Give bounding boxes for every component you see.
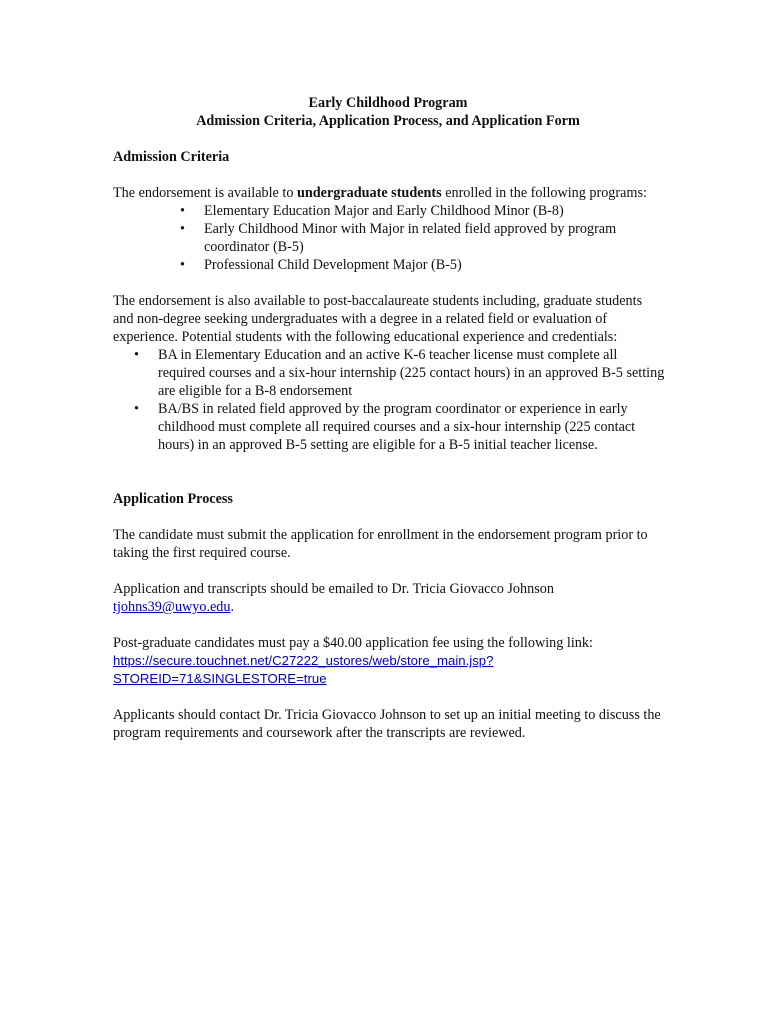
- list-item: • BA/BS in related field approved by the program coordinator or experience in early childhood must complete all required courses and a six-hour internship (225 contact hours) in an approved B-5 setting are eligible for a B-5 initial teacher license.: [113, 400, 665, 454]
- payment-link-line-2: STOREID=71&SINGLESTORE=true: [113, 671, 327, 686]
- email-period: .: [230, 599, 235, 615]
- admission-criteria-heading: Admission Criteria: [113, 149, 230, 165]
- admission-intro-pre: The endorsement is available to: [113, 185, 297, 201]
- list-item: • BA in Elementary Education and an active K-6 teacher license must complete all required courses and a six-hour internship (225 contact hours) in an approved B-5 setting are eligible for a B-8 endorsement: [113, 346, 665, 400]
- application-paragraph-1: The candidate must submit the application for enrollment in the endorsement program prior to taking the first required course.: [113, 527, 648, 561]
- payment-link-line-1: https://secure.touchnet.net/C27222_ustores/web/store_main.jsp?: [113, 653, 494, 668]
- document-body: [113, 94, 665, 742]
- list-item: • Early Childhood Minor with Major in related field approved by program coordinator (B-5): [113, 220, 665, 256]
- application-paragraph-3: [113, 634, 665, 688]
- application-paragraph-2: [113, 580, 665, 616]
- post-baccalaureate-paragraph: The endorsement is also available to post-baccalaureate students including, graduate students and non-degree seeking undergraduates with a degree in a related field or evaluation of experience. Potential students with the following educational experience and credentials:: [113, 293, 643, 345]
- fee-instruction: Post-graduate candidates must pay a $40.00 application fee using the following link:: [113, 635, 593, 651]
- admission-intro-bold: undergraduate students: [296, 185, 442, 201]
- list-item: • Elementary Education Major and Early Childhood Minor (B-8): [113, 202, 665, 220]
- application-paragraph-4: Applicants should contact Dr. Tricia Giovacco Johnson to set up an initial meeting to discuss the program requirements and coursework after the transcripts are reviewed.: [113, 707, 661, 741]
- payment-link[interactable]: [113, 653, 493, 686]
- email-link[interactable]: tjohns39@uwyo.edu: [113, 599, 231, 615]
- program-list: [113, 202, 665, 274]
- application-process-heading: Application Process: [113, 491, 233, 507]
- list-item: • Professional Child Development Major (B-5): [113, 256, 665, 274]
- admission-intro: [113, 184, 665, 202]
- email-instruction: Application and transcripts should be emailed to Dr. Tricia Giovacco Johnson: [113, 581, 554, 597]
- credentials-list: [113, 346, 665, 454]
- document-title: [111, 94, 665, 130]
- admission-intro-post: enrolled in the following programs:: [441, 185, 647, 201]
- title-line-2: Admission Criteria, Application Process, and Application Form: [196, 113, 580, 129]
- title-line-1: Early Childhood Program: [308, 95, 468, 111]
